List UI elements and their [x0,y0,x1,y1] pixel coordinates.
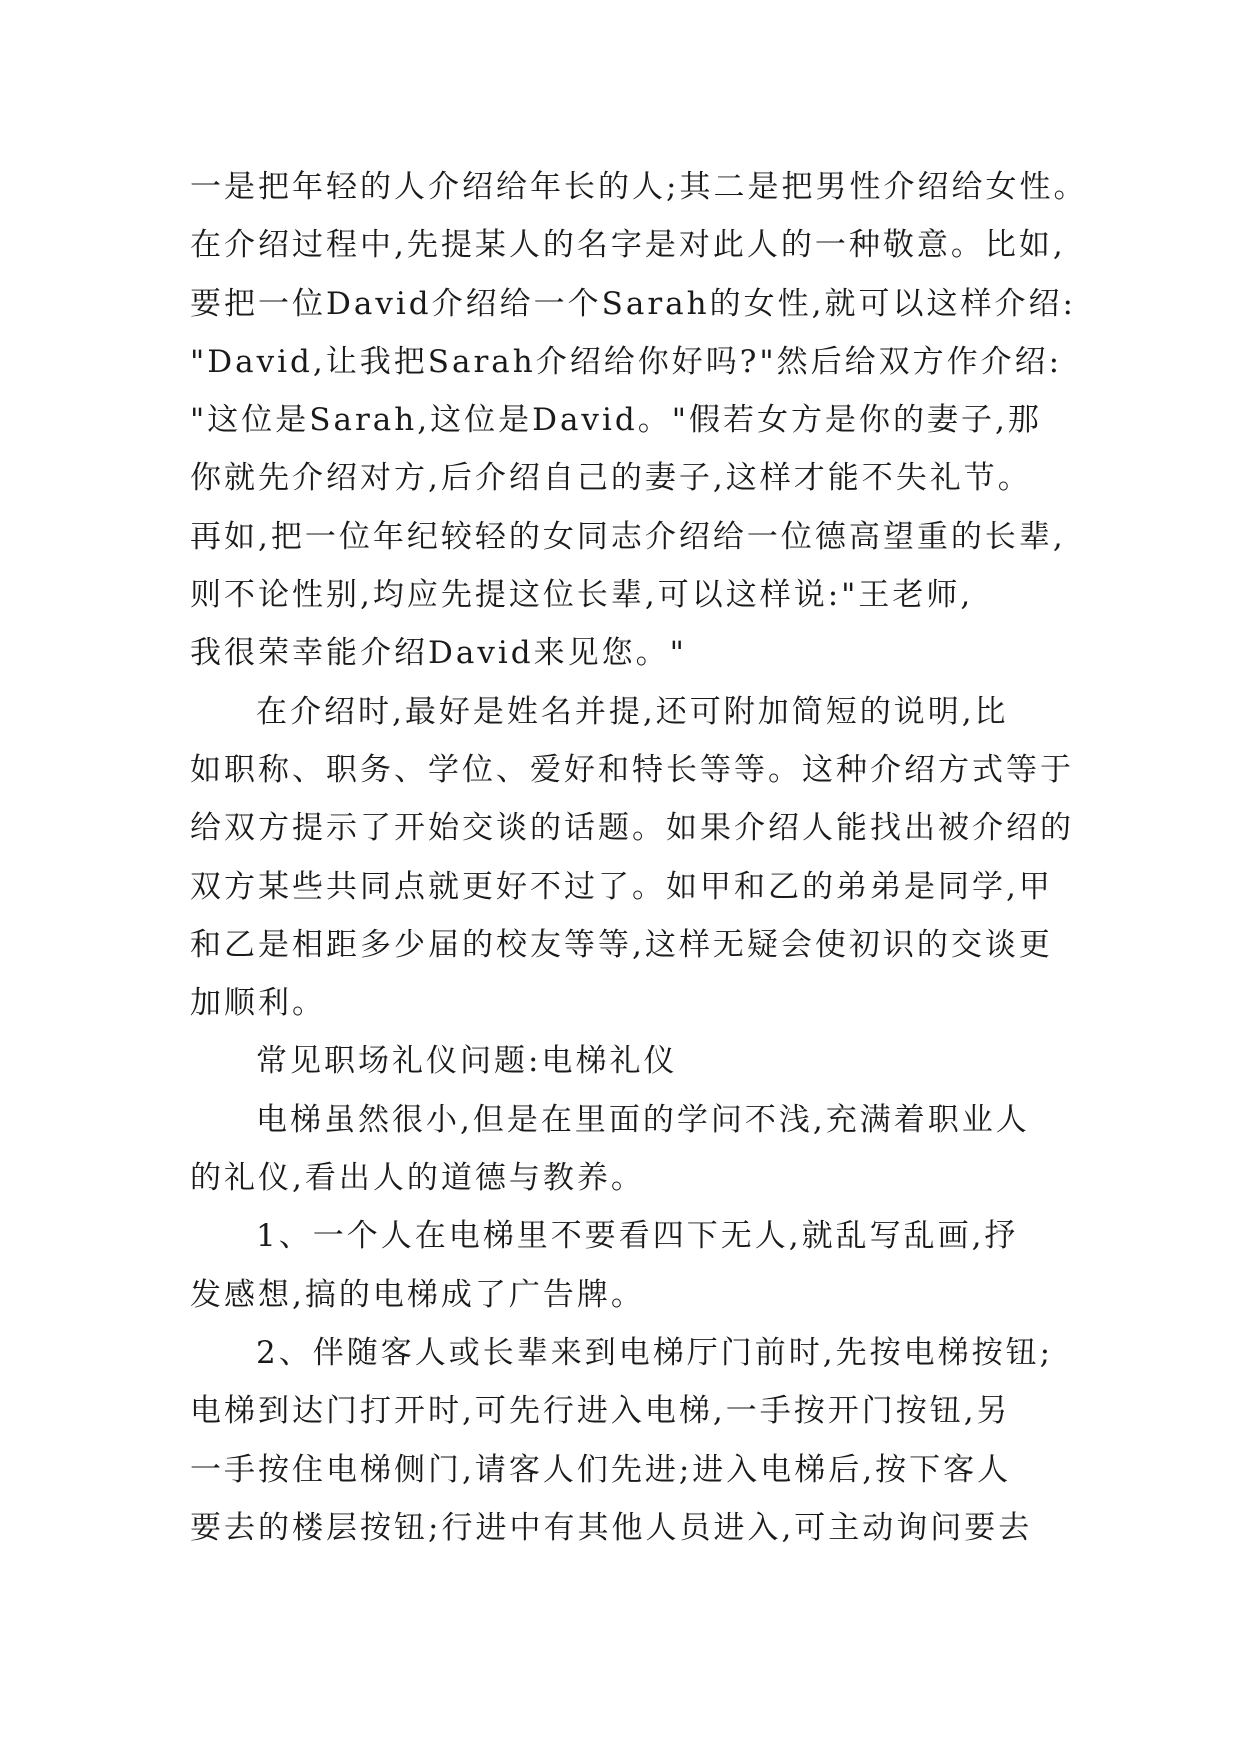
text-line: 1、一个人在电梯里不要看四下无人,就乱写乱画,抒 [256,1218,1019,1255]
text-line: 的礼仪,看出人的道德与教养。 [190,1160,645,1197]
text-line: 要把一位David介绍给一个Sarah的女性,就可以这样介绍: [190,285,1076,322]
text-line: 你就先介绍对方,后介绍自己的妻子,这样才能不失礼节。 [190,460,1032,497]
text-line: 双方某些共同点就更好不过了。如甲和乙的弟弟是同学,甲 [190,868,1053,905]
text-line: 则不论性别,均应先提这位长辈,可以这样说:"王老师, [190,577,974,614]
text-line: 给双方提示了开始交谈的话题。如果介绍人能找出被介绍的 [190,810,1074,847]
text-line: 电梯虽然很小,但是在里面的学问不浅,充满着职业人 [256,1101,1030,1138]
text-line: 常见职场礼仪问题:电梯礼仪 [256,1043,678,1080]
text-line: 在介绍过程中,先提某人的名字是对此人的一种敬意。比如, [190,227,1066,264]
text-line: 我很荣幸能介绍David来见您。" [190,635,687,672]
text-line: 加顺利。 [190,985,326,1022]
text-line: 一手按住电梯侧门,请客人们先进;进入电梯后,按下客人 [190,1451,1012,1488]
text-line: "这位是Sarah,这位是David。"假若女方是你的妻子,那 [190,402,1042,439]
text-line: 如职称、职务、学位、爱好和特长等等。这种介绍方式等于 [190,751,1074,788]
text-line: 发感想,搞的电梯成了广告牌。 [190,1276,645,1313]
text-line: 再如,把一位年纪较轻的女同志介绍给一位德高望重的长辈, [190,518,1066,555]
text-line: "David,让我把Sarah介绍给你好吗?"然后给双方作介绍: [190,343,1063,380]
text-line: 一是把年轻的人介绍给年长的人;其二是把男性介绍给女性。 [190,169,1088,205]
body-text [190,158,1120,1557]
text-line: 2、伴随客人或长辈来到电梯厅门前时,先按电梯按钮; [256,1334,1054,1371]
text-line: 电梯到达门打开时,可先行进入电梯,一手按开门按钮,另 [190,1393,1011,1430]
text-line: 和乙是相距多少届的校友等等,这样无疑会使初识的交谈更 [190,926,1053,963]
text-line: 在介绍时,最好是姓名并提,还可附加简短的说明,比 [256,693,1009,730]
text-line: 要去的楼层按钮;行进中有其他人员进入,可主动询问要去 [190,1509,1033,1546]
